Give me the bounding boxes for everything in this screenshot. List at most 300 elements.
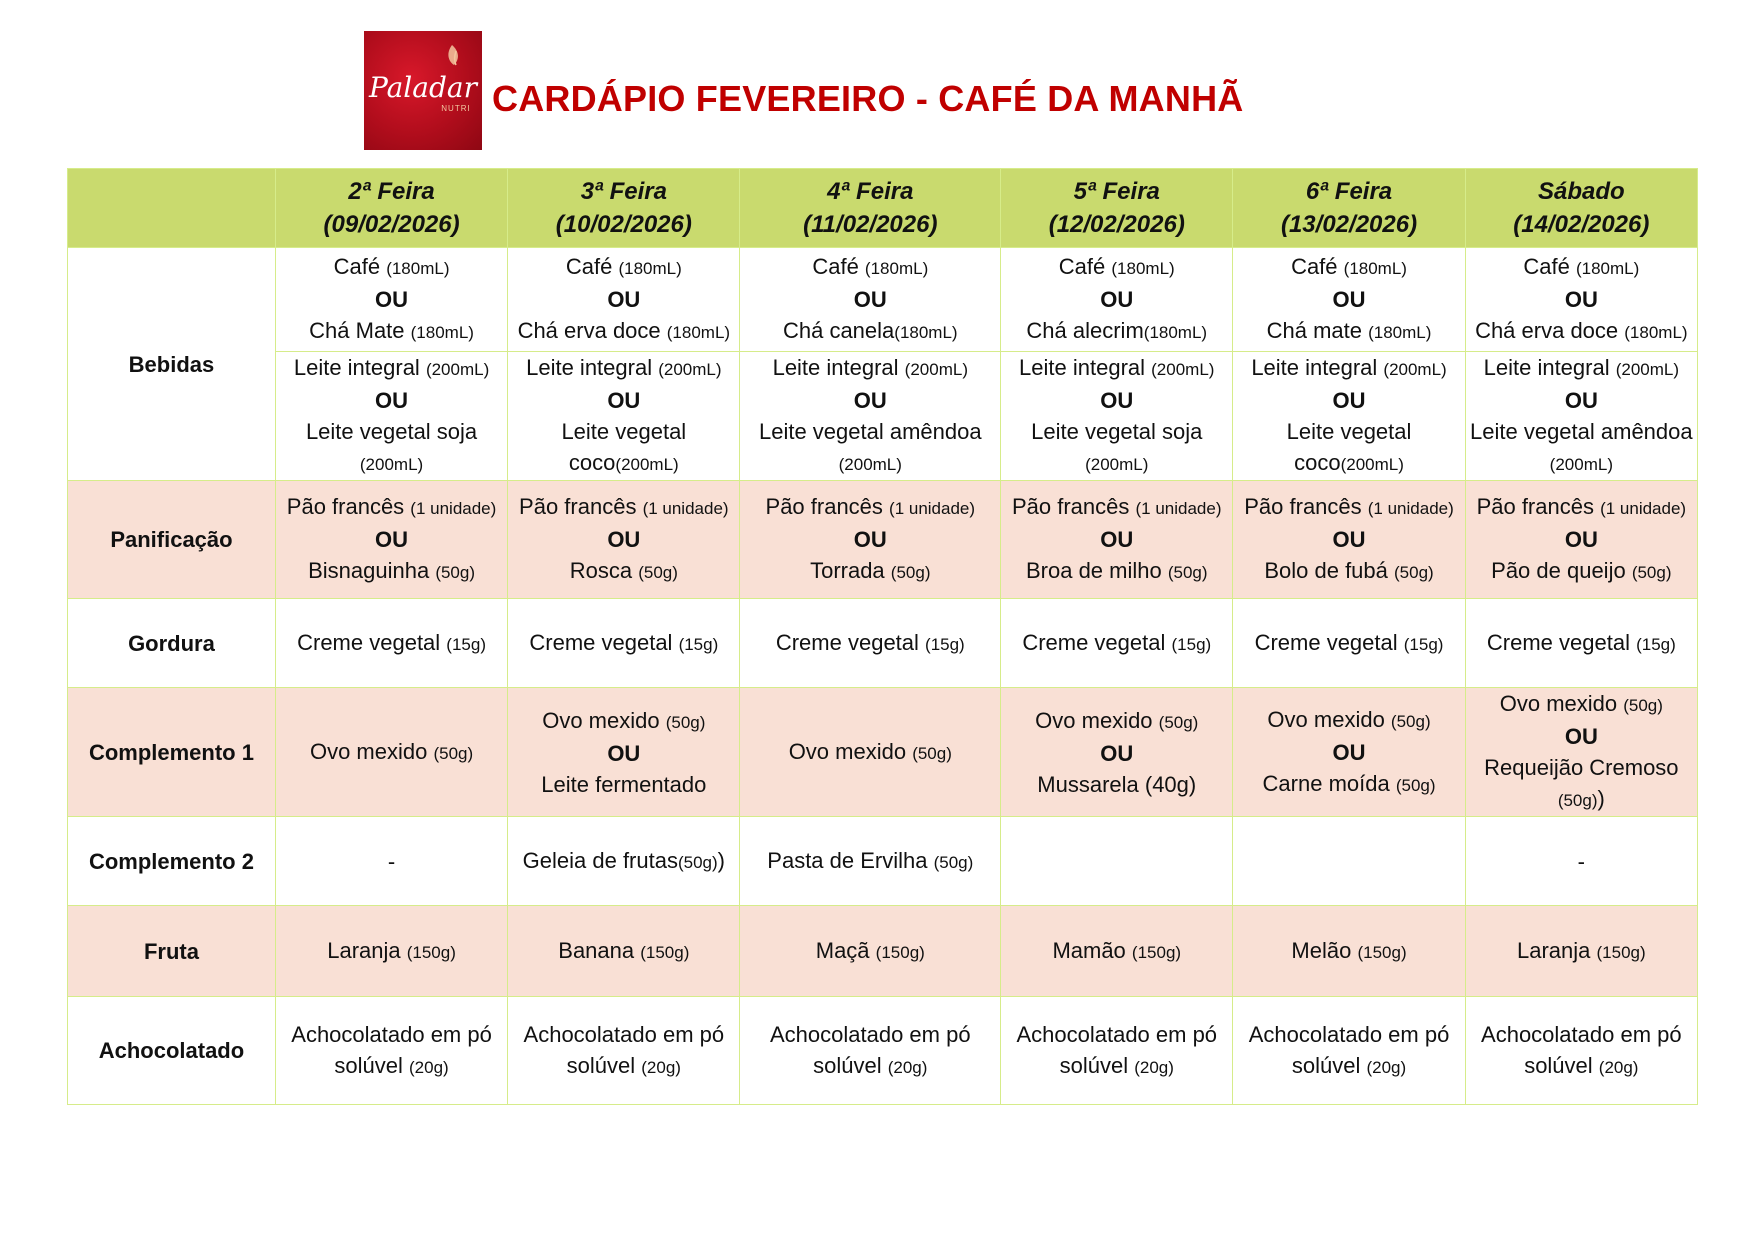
item-quantity: (180mL) xyxy=(1624,323,1688,342)
item-quantity: (20g) xyxy=(1134,1057,1174,1077)
item-text: Geleia de frutas xyxy=(522,847,678,873)
item-line xyxy=(742,1019,998,1083)
item-line xyxy=(1468,416,1695,480)
item-line xyxy=(278,1019,505,1083)
item-quantity: (180mL) xyxy=(618,259,682,278)
item-quantity: (15g) xyxy=(1636,634,1676,654)
item-text: Achocolatado em pó solúvel xyxy=(291,1021,492,1078)
item-quantity: (200mL) xyxy=(359,455,424,474)
item-quantity: (180mL) xyxy=(386,259,450,278)
item-text: Pão francês xyxy=(286,494,411,519)
menu-cell xyxy=(275,997,507,1105)
item-quantity: (150g) xyxy=(1596,942,1646,962)
item-quantity: (50g) xyxy=(677,852,718,872)
item-line xyxy=(1235,935,1462,968)
item-line xyxy=(1468,846,1695,877)
item-line xyxy=(1235,352,1462,385)
item-text: Banana xyxy=(558,937,641,963)
or-separator: OU xyxy=(607,527,641,552)
item-text: Ovo mexido xyxy=(1267,706,1391,732)
item-quantity: (1 unidade) xyxy=(1600,499,1687,518)
item-line xyxy=(1468,315,1695,348)
or-separator: OU xyxy=(1100,287,1134,312)
item-line xyxy=(1003,555,1230,588)
item-line xyxy=(1235,1019,1462,1083)
item-quantity: (20g) xyxy=(409,1057,449,1077)
menu-cell xyxy=(740,997,1001,1105)
item-text: Requeijão Cremoso xyxy=(1484,755,1679,780)
or-separator: OU xyxy=(1564,527,1598,552)
item-text: Pasta de Ervilha xyxy=(767,847,934,873)
item-quantity: (180mL) xyxy=(864,259,929,278)
or-separator: OU xyxy=(853,388,887,413)
item-quantity: (50g) xyxy=(433,743,474,763)
item-text: Creme vegetal xyxy=(775,629,926,655)
item-line xyxy=(278,352,505,385)
item-text: Leite vegetal coco xyxy=(1286,419,1412,475)
item-line xyxy=(510,845,737,878)
item-line xyxy=(1003,491,1230,524)
item-line xyxy=(1468,251,1695,284)
item-text: Ovo mexido xyxy=(1499,691,1624,716)
item-line xyxy=(510,352,737,385)
item-quantity: (50g) xyxy=(1167,563,1208,582)
menu-cell xyxy=(275,352,507,481)
item-quantity: (200mL) xyxy=(1615,360,1680,379)
menu-cell xyxy=(508,599,740,688)
row-label: Complemento 2 xyxy=(68,817,276,906)
menu-cell xyxy=(275,481,507,599)
day-header: Sábado (14/02/2026) xyxy=(1465,169,1697,248)
item-line xyxy=(1235,251,1462,284)
item-quantity: (180mL) xyxy=(1111,259,1175,278)
item-line xyxy=(278,627,505,660)
menu-cell xyxy=(1465,817,1697,906)
row-label: Fruta xyxy=(68,906,276,997)
item-quantity: (50g) xyxy=(1631,563,1672,582)
item-text: - xyxy=(1577,848,1585,874)
menu-cell xyxy=(1233,906,1465,997)
item-quantity: (200mL) xyxy=(1151,360,1215,379)
menu-cell xyxy=(1001,248,1233,352)
item-text: Achocolatado em pó solúvel xyxy=(1016,1021,1218,1078)
or-separator: OU xyxy=(1564,388,1598,413)
menu-cell xyxy=(1233,688,1465,817)
item-quantity: (20g) xyxy=(641,1057,681,1077)
item-line xyxy=(1003,769,1230,800)
item-text: Leite integral xyxy=(1019,355,1152,380)
menu-cell xyxy=(1001,997,1233,1105)
day-header: 3ª Feira (10/02/2026) xyxy=(508,169,740,248)
item-line xyxy=(278,315,505,348)
item-line xyxy=(510,1019,737,1083)
menu-cell xyxy=(1001,688,1233,817)
item-text: Ovo mexido xyxy=(542,707,666,733)
item-line xyxy=(278,416,505,480)
item-text: - xyxy=(387,848,396,874)
item-text: Chá mate xyxy=(1266,318,1369,343)
day-header: 6ª Feira (13/02/2026) xyxy=(1233,169,1465,248)
item-text: Achocolatado em pó solúvel xyxy=(1481,1021,1682,1078)
row-label: Achocolatado xyxy=(68,997,276,1105)
or-separator: OU xyxy=(375,388,409,413)
or-separator: OU xyxy=(1332,287,1366,312)
item-quantity: (50g) xyxy=(1395,775,1436,795)
item-quantity: (50g) xyxy=(665,712,706,732)
item-line xyxy=(1003,352,1230,385)
or-separator: OU xyxy=(607,287,641,312)
item-text: Torrada xyxy=(810,558,891,583)
item-line xyxy=(278,736,505,769)
item-text: Melão xyxy=(1291,937,1358,963)
item-quantity: (200mL) xyxy=(1549,455,1613,474)
menu-cell xyxy=(740,248,1001,352)
menu-cell xyxy=(508,817,740,906)
menu-cell xyxy=(740,688,1001,817)
item-text-tail: ) xyxy=(717,847,725,873)
item-text: Leite integral xyxy=(1251,355,1384,380)
item-line xyxy=(742,491,998,524)
menu-cell xyxy=(1465,997,1697,1105)
row-label: Bebidas xyxy=(68,248,276,481)
item-quantity: (200mL) xyxy=(1085,455,1149,474)
row-fruta xyxy=(68,906,1698,997)
item-text: Leite integral xyxy=(1483,355,1616,380)
item-text: Pão francês xyxy=(1011,494,1136,519)
item-text: Leite vegetal amêndoa xyxy=(758,419,982,444)
item-quantity: (150g) xyxy=(1357,942,1407,962)
item-text: Café xyxy=(333,254,387,279)
item-text: Chá erva doce xyxy=(1475,318,1625,343)
row-complemento1 xyxy=(68,688,1698,817)
item-quantity: (20g) xyxy=(887,1057,928,1077)
item-quantity: (20g) xyxy=(1366,1057,1407,1077)
item-text: Leite vegetal amêndoa xyxy=(1470,419,1693,444)
item-text: Mussarela (40g) xyxy=(1037,771,1197,797)
row-label: Gordura xyxy=(68,599,276,688)
item-quantity: (180mL) xyxy=(1575,259,1640,278)
table-header-row xyxy=(68,169,1698,248)
item-text: Pão francês xyxy=(1476,494,1601,519)
item-quantity: (200mL) xyxy=(658,360,722,379)
item-text: Creme vegetal xyxy=(1486,629,1637,655)
item-quantity: (180mL) xyxy=(410,323,474,342)
item-quantity: (50g) xyxy=(1390,711,1431,731)
logo-script-text: Paladar xyxy=(369,71,477,104)
item-quantity: (50g) xyxy=(1557,791,1598,810)
item-quantity: (50g) xyxy=(912,743,952,763)
item-line xyxy=(742,845,998,878)
item-text: Chá alecrim xyxy=(1026,318,1144,343)
item-line xyxy=(278,555,505,588)
item-text: Ovo mexido xyxy=(788,738,913,764)
menu-cell xyxy=(1001,352,1233,481)
item-text: Laranja xyxy=(1517,937,1597,963)
item-text: Leite vegetal coco xyxy=(561,419,687,475)
item-text: Café xyxy=(812,254,865,279)
menu-cell xyxy=(740,906,1001,997)
item-line xyxy=(510,627,737,660)
item-line xyxy=(742,627,998,660)
item-line xyxy=(1003,935,1230,968)
item-line xyxy=(1235,768,1462,801)
day-header: 4ª Feira (11/02/2026) xyxy=(740,169,1001,248)
item-quantity: (15g) xyxy=(1403,634,1444,654)
item-text: Café xyxy=(1291,254,1344,279)
item-line xyxy=(1468,555,1695,588)
item-quantity: (150g) xyxy=(1131,942,1182,962)
item-quantity: (180mL) xyxy=(1343,259,1407,278)
item-text: Rosca xyxy=(569,558,639,583)
item-line xyxy=(1235,491,1462,524)
item-text: Café xyxy=(1523,254,1576,279)
item-line xyxy=(510,769,737,800)
item-quantity: (50g) xyxy=(638,563,678,582)
item-line xyxy=(1468,627,1695,660)
item-quantity: (15g) xyxy=(925,634,965,654)
item-text: Chá Mate xyxy=(309,318,411,343)
item-line xyxy=(1468,352,1695,385)
menu-cell xyxy=(275,688,507,817)
menu-cell xyxy=(1465,599,1697,688)
item-quantity: (15g) xyxy=(678,634,719,654)
item-text: Laranja xyxy=(327,937,407,963)
item-line xyxy=(510,315,737,348)
menu-cell xyxy=(1001,599,1233,688)
row-bebidas-milk xyxy=(68,352,1698,481)
item-text: Bisnaguinha xyxy=(308,558,436,583)
menu-cell xyxy=(508,248,740,352)
item-line xyxy=(278,251,505,284)
menu-cell xyxy=(1233,599,1465,688)
row-gordura xyxy=(68,599,1698,688)
item-line xyxy=(510,251,737,284)
item-quantity: (50g) xyxy=(435,563,475,582)
menu-cell xyxy=(275,248,507,352)
item-text: Leite vegetal soja xyxy=(1031,419,1203,444)
row-achocolatado xyxy=(68,997,1698,1105)
item-text: Pão francês xyxy=(1244,494,1368,519)
item-text: Achocolatado em pó solúvel xyxy=(770,1021,971,1078)
item-text: Maçã xyxy=(815,937,876,963)
item-line xyxy=(1235,704,1462,737)
or-separator: OU xyxy=(375,527,409,552)
menu-cell xyxy=(1465,688,1697,817)
item-line xyxy=(510,935,737,968)
item-line xyxy=(742,251,998,284)
item-quantity: (50g) xyxy=(1394,563,1434,582)
item-quantity: (1 unidade) xyxy=(1135,499,1222,518)
item-text-tail: ) xyxy=(1597,786,1605,811)
menu-cell xyxy=(275,817,507,906)
item-quantity: (200mL) xyxy=(838,455,902,474)
menu-cell xyxy=(1001,906,1233,997)
or-separator: OU xyxy=(853,527,887,552)
item-line xyxy=(278,491,505,524)
item-line xyxy=(1003,705,1230,738)
item-text: Achocolatado em pó solúvel xyxy=(523,1021,725,1078)
menu-cell xyxy=(508,997,740,1105)
item-text: Café xyxy=(565,254,619,279)
item-quantity: (1 unidade) xyxy=(1367,499,1454,518)
or-separator: OU xyxy=(607,388,641,413)
item-line xyxy=(1235,416,1462,480)
or-separator: OU xyxy=(853,287,887,312)
or-separator: OU xyxy=(375,287,409,312)
menu-cell xyxy=(1465,906,1697,997)
item-text: Leite integral xyxy=(772,355,905,380)
item-quantity: (150g) xyxy=(406,942,456,962)
item-text: Ovo mexido xyxy=(309,738,434,764)
item-quantity: (50g) xyxy=(1623,696,1663,715)
item-line xyxy=(742,416,998,480)
menu-cell xyxy=(740,481,1001,599)
item-text: Leite fermentado xyxy=(541,771,707,797)
item-text: Chá erva doce xyxy=(517,318,667,343)
menu-cell xyxy=(1001,481,1233,599)
item-text: Creme vegetal xyxy=(529,629,679,655)
menu-cell xyxy=(508,352,740,481)
item-text: Pão francês xyxy=(765,494,890,519)
item-text: Broa de milho xyxy=(1025,558,1168,583)
item-line xyxy=(742,352,998,385)
item-quantity: (180mL) xyxy=(1143,323,1208,342)
item-quantity: (1 unidade) xyxy=(889,499,976,518)
item-text: Leite integral xyxy=(526,355,659,380)
item-line xyxy=(510,416,737,480)
row-panificacao xyxy=(68,481,1698,599)
menu-cell xyxy=(740,352,1001,481)
menu-cell xyxy=(508,481,740,599)
item-line xyxy=(1003,1019,1230,1083)
item-line xyxy=(510,705,737,738)
item-line xyxy=(1468,1019,1695,1083)
menu-cell xyxy=(1001,817,1233,906)
menu-cell xyxy=(1465,352,1697,481)
row-bebidas-hot xyxy=(68,248,1698,352)
item-text: Creme vegetal xyxy=(1254,629,1404,655)
item-line xyxy=(742,736,998,769)
item-quantity: (15g) xyxy=(446,634,486,654)
item-line xyxy=(742,315,998,348)
item-quantity: (1 unidade) xyxy=(642,499,729,518)
item-line xyxy=(510,555,737,588)
corner-cell xyxy=(68,169,276,248)
item-text: Pão de queijo xyxy=(1491,558,1632,583)
item-quantity: (200mL) xyxy=(904,360,968,379)
item-quantity: (50g) xyxy=(933,852,974,872)
item-quantity: (200mL) xyxy=(615,455,679,474)
item-line xyxy=(1003,627,1230,660)
logo-sub-text: NUTRI xyxy=(441,104,471,113)
item-quantity: (50g) xyxy=(890,563,931,582)
or-separator: OU xyxy=(607,740,641,766)
menu-cell xyxy=(740,599,1001,688)
menu-cell xyxy=(1233,248,1465,352)
or-separator: OU xyxy=(1332,527,1366,552)
menu-cell xyxy=(1465,481,1697,599)
menu-cell xyxy=(1233,352,1465,481)
item-line xyxy=(1468,688,1695,721)
menu-cell xyxy=(275,906,507,997)
item-quantity: (150g) xyxy=(875,942,925,962)
item-quantity: (200mL) xyxy=(1340,455,1404,474)
or-separator: OU xyxy=(1564,287,1598,312)
item-line xyxy=(1003,416,1230,480)
item-text: Achocolatado em pó solúvel xyxy=(1248,1021,1450,1078)
menu-cell xyxy=(1465,248,1697,352)
or-separator: OU xyxy=(1332,739,1366,765)
item-quantity: (150g) xyxy=(640,942,690,962)
item-line xyxy=(278,846,505,877)
item-line xyxy=(1468,935,1695,968)
item-text: Bolo de fubá xyxy=(1264,558,1395,583)
row-complemento2 xyxy=(68,817,1698,906)
item-quantity: (20g) xyxy=(1598,1057,1639,1077)
item-text: Ovo mexido xyxy=(1035,707,1159,733)
item-line xyxy=(1235,555,1462,588)
paladar-nutri-logo xyxy=(364,31,482,150)
item-line xyxy=(1003,251,1230,284)
item-quantity: (180mL) xyxy=(666,323,731,342)
item-text: Leite integral xyxy=(293,355,426,380)
item-line xyxy=(1235,315,1462,348)
menu-cell xyxy=(1233,997,1465,1105)
item-quantity: (180mL) xyxy=(894,323,958,342)
menu-cell xyxy=(1233,481,1465,599)
item-line xyxy=(742,555,998,588)
item-line xyxy=(510,491,737,524)
day-header: 5ª Feira (12/02/2026) xyxy=(1001,169,1233,248)
menu-cell xyxy=(508,688,740,817)
item-text: Creme vegetal xyxy=(297,629,447,655)
or-separator: OU xyxy=(1332,388,1366,413)
item-text: Mamão xyxy=(1052,937,1132,963)
item-text: Chá canela xyxy=(782,318,895,343)
item-quantity: (200mL) xyxy=(1383,360,1447,379)
item-line xyxy=(1235,627,1462,660)
breakfast-menu-table xyxy=(67,168,1698,1105)
item-line xyxy=(1468,491,1695,524)
menu-cell xyxy=(508,906,740,997)
item-line xyxy=(1003,315,1230,348)
item-line xyxy=(278,935,505,968)
or-separator: OU xyxy=(1100,527,1134,552)
item-quantity: (15g) xyxy=(1171,634,1212,654)
row-label: Panificação xyxy=(68,481,276,599)
item-quantity: (1 unidade) xyxy=(410,499,497,518)
item-text: Leite vegetal soja xyxy=(305,419,478,444)
menu-cell xyxy=(740,817,1001,906)
row-label: Complemento 1 xyxy=(68,688,276,817)
item-line xyxy=(742,935,998,968)
item-quantity: (200mL) xyxy=(425,360,490,379)
item-text: Carne moída xyxy=(1262,770,1396,796)
item-quantity: (50g) xyxy=(1158,712,1199,732)
item-quantity: (180mL) xyxy=(1368,323,1432,342)
or-separator: OU xyxy=(1564,724,1598,749)
item-text: Café xyxy=(1058,254,1112,279)
or-separator: OU xyxy=(1100,388,1134,413)
page-title: CARDÁPIO FEVEREIRO - CAFÉ DA MANHÃ xyxy=(492,78,1244,119)
item-text: Creme vegetal xyxy=(1022,629,1172,655)
item-line xyxy=(1468,752,1695,816)
or-separator: OU xyxy=(1100,740,1134,766)
item-text: Pão francês xyxy=(519,494,643,519)
menu-cell xyxy=(1233,817,1465,906)
menu-cell xyxy=(275,599,507,688)
day-header: 2ª Feira (09/02/2026) xyxy=(275,169,507,248)
